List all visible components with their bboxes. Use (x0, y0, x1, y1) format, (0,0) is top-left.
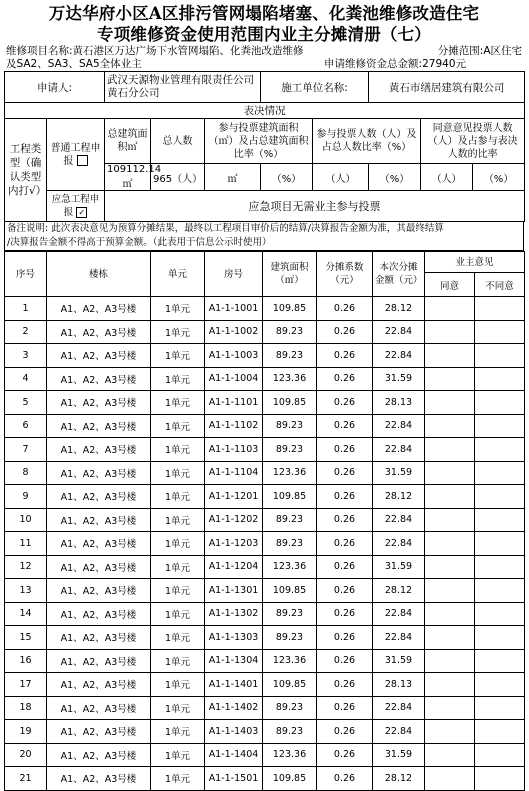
row-coef: 0.26 (317, 720, 373, 744)
row-room: A1-1-1303 (205, 626, 263, 650)
row-unit: 1单元 (151, 344, 205, 368)
row-amount: 28.13 (373, 391, 425, 415)
row-coef: 0.26 (317, 344, 373, 368)
scope-value: A区住宅 (483, 45, 522, 57)
applicant-row (5, 72, 525, 103)
row-no: 21 (5, 767, 47, 791)
row-agree-cell[interactable] (425, 508, 475, 532)
table-row (5, 743, 525, 767)
row-no: 7 (5, 438, 47, 462)
row-disagree-cell[interactable] (475, 696, 525, 720)
row-amount: 22.84 (373, 532, 425, 556)
row-coef: 0.26 (317, 461, 373, 485)
row-no: 12 (5, 555, 47, 579)
row-agree-cell[interactable] (425, 626, 475, 650)
row-unit: 1单元 (151, 743, 205, 767)
scope-value-cont: 及SA2、SA3、SA5全体业主 (6, 58, 142, 70)
row-coef: 0.26 (317, 320, 373, 344)
row-unit: 1单元 (151, 602, 205, 626)
row-disagree-cell[interactable] (475, 508, 525, 532)
row-disagree-cell[interactable] (475, 461, 525, 485)
row-coef: 0.26 (317, 626, 373, 650)
row-no: 1 (5, 297, 47, 321)
project-info (4, 45, 524, 71)
row-area: 89.23 (263, 344, 317, 368)
row-amount: 31.59 (373, 555, 425, 579)
table-row (5, 532, 525, 556)
row-coef: 0.26 (317, 673, 373, 697)
table-row (5, 555, 525, 579)
row-agree-cell[interactable] (425, 297, 475, 321)
row-room: A1-1-1304 (205, 649, 263, 673)
row-amount: 22.84 (373, 602, 425, 626)
total-people-label: 总人数 (151, 119, 205, 164)
row-no: 6 (5, 414, 47, 438)
title-line-2: 专项维修资金使用范围内业主分摊清册（七） (97, 25, 431, 44)
table-row (5, 438, 525, 462)
table-row (5, 626, 525, 650)
row-building: A1、A2、A3号楼 (47, 297, 151, 321)
table-row (5, 391, 525, 415)
project-name-line (6, 45, 304, 58)
amount-label: 申请维修资金总金额: (324, 58, 423, 70)
row-coef: 0.26 (317, 367, 373, 391)
row-agree-cell[interactable] (425, 673, 475, 697)
row-amount: 31.59 (373, 743, 425, 767)
col-coef: 分摊系数（元） (317, 252, 373, 297)
row-area: 123.36 (263, 555, 317, 579)
row-room: A1-1-1101 (205, 391, 263, 415)
row-amount: 28.12 (373, 579, 425, 603)
project-type-label: 工程类型（确认类型内打√） (5, 119, 47, 222)
row-disagree-cell[interactable] (475, 743, 525, 767)
row-building: A1、A2、A3号楼 (47, 320, 151, 344)
row-no: 19 (5, 720, 47, 744)
row-room: A1-1-1204 (205, 555, 263, 579)
normal-project-checkbox[interactable] (77, 155, 88, 166)
row-unit: 1单元 (151, 720, 205, 744)
row-amount: 22.84 (373, 696, 425, 720)
row-coef: 0.26 (317, 767, 373, 791)
row-room: A1-1-1102 (205, 414, 263, 438)
builder-label: 施工单位名称: (261, 72, 369, 103)
remarks-line-2: /决算报告金额不得高于预算金额。（此表用于信息公示时使用） (7, 237, 272, 248)
table-row (5, 414, 525, 438)
row-agree-cell[interactable] (425, 720, 475, 744)
col-building: 楼栋 (47, 252, 151, 297)
row-no: 18 (5, 696, 47, 720)
table-row (5, 508, 525, 532)
row-building: A1、A2、A3号楼 (47, 767, 151, 791)
scope-line (438, 45, 522, 58)
row-building: A1、A2、A3号楼 (47, 743, 151, 767)
row-unit: 1单元 (151, 579, 205, 603)
voting-section-title: 表决情况 (5, 103, 525, 119)
row-no: 5 (5, 391, 47, 415)
row-building: A1、A2、A3号楼 (47, 696, 151, 720)
row-unit: 1单元 (151, 297, 205, 321)
row-area: 109.85 (263, 485, 317, 509)
row-room: A1-1-1002 (205, 320, 263, 344)
row-area: 109.85 (263, 767, 317, 791)
participate-people-label: 参与投票人数（人）及占总人数比率（%） (313, 119, 421, 164)
row-amount: 22.84 (373, 720, 425, 744)
col-agree: 同意 (425, 273, 475, 297)
row-building: A1、A2、A3号楼 (47, 673, 151, 697)
row-disagree-cell[interactable] (475, 673, 525, 697)
emergency-note: 应急项目无需业主参与投票 (105, 191, 525, 222)
remarks-line-1: 备注说明: 此次表决意见为预算分摊结果，最终以工程项目审价后的结算/决算报告金额为准，其最终结算 (7, 223, 444, 234)
row-no: 15 (5, 626, 47, 650)
row-room: A1-1-1302 (205, 602, 263, 626)
row-disagree-cell[interactable] (475, 555, 525, 579)
row-coef: 0.26 (317, 649, 373, 673)
row-no: 13 (5, 579, 47, 603)
row-agree-cell[interactable] (425, 320, 475, 344)
row-unit: 1单元 (151, 555, 205, 579)
emergency-row (5, 191, 525, 222)
row-no: 9 (5, 485, 47, 509)
table-row (5, 461, 525, 485)
row-unit: 1单元 (151, 649, 205, 673)
row-amount: 22.84 (373, 320, 425, 344)
normal-project-cell (47, 119, 105, 191)
table-row (5, 720, 525, 744)
allocation-table (4, 251, 525, 791)
scope-label: 分摊范围: (437, 45, 484, 57)
row-unit: 1单元 (151, 461, 205, 485)
row-no: 10 (5, 508, 47, 532)
col-disagree: 不同意 (475, 273, 525, 297)
project-name: 黄石港区万达广场下水管网塌陷、化粪池改造维修 (72, 45, 304, 57)
row-building: A1、A2、A3号楼 (47, 414, 151, 438)
row-agree-cell[interactable] (425, 485, 475, 509)
row-unit: 1单元 (151, 320, 205, 344)
row-disagree-cell[interactable] (475, 649, 525, 673)
row-no: 3 (5, 344, 47, 368)
row-disagree-cell[interactable] (475, 626, 525, 650)
row-unit: 1单元 (151, 696, 205, 720)
row-disagree-cell[interactable] (475, 414, 525, 438)
row-building: A1、A2、A3号楼 (47, 602, 151, 626)
row-room: A1-1-1402 (205, 696, 263, 720)
participate-area-pct: （%） (261, 164, 313, 191)
row-unit: 1单元 (151, 767, 205, 791)
row-no: 20 (5, 743, 47, 767)
participate-people-unit: （人） (313, 164, 369, 191)
row-room: A1-1-1501 (205, 767, 263, 791)
row-area: 123.36 (263, 649, 317, 673)
row-area: 109.85 (263, 579, 317, 603)
amount-value: 27940元 (422, 58, 466, 70)
row-disagree-cell[interactable] (475, 438, 525, 462)
builder-value: 黄石市缮居建筑有限公司 (369, 72, 525, 103)
row-room: A1-1-1301 (205, 579, 263, 603)
row-building: A1、A2、A3号楼 (47, 720, 151, 744)
project-label: 维修项目名称: (6, 45, 73, 57)
row-building: A1、A2、A3号楼 (47, 367, 151, 391)
row-agree-cell[interactable] (425, 602, 475, 626)
row-coef: 0.26 (317, 391, 373, 415)
emergency-project-checkbox[interactable]: ✓ (76, 207, 87, 218)
row-unit: 1单元 (151, 414, 205, 438)
row-room: A1-1-1203 (205, 532, 263, 556)
row-area: 109.85 (263, 673, 317, 697)
row-area: 89.23 (263, 414, 317, 438)
row-disagree-cell[interactable] (475, 320, 525, 344)
row-coef: 0.26 (317, 438, 373, 462)
row-building: A1、A2、A3号楼 (47, 508, 151, 532)
row-amount: 28.12 (373, 297, 425, 321)
table-row (5, 696, 525, 720)
col-opinion: 业主意见 (425, 252, 525, 273)
row-agree-cell[interactable] (425, 767, 475, 791)
row-no: 4 (5, 367, 47, 391)
row-agree-cell[interactable] (425, 367, 475, 391)
row-agree-cell[interactable] (425, 649, 475, 673)
row-coef: 0.26 (317, 579, 373, 603)
row-unit: 1单元 (151, 438, 205, 462)
row-disagree-cell[interactable] (475, 602, 525, 626)
row-area: 89.23 (263, 320, 317, 344)
row-amount: 28.12 (373, 485, 425, 509)
row-building: A1、A2、A3号楼 (47, 438, 151, 462)
participate-people-pct: （%） (369, 164, 421, 191)
row-disagree-cell[interactable] (475, 367, 525, 391)
allocation-sheet (4, 3, 524, 791)
row-agree-cell[interactable] (425, 414, 475, 438)
row-area: 89.23 (263, 602, 317, 626)
row-coef: 0.26 (317, 696, 373, 720)
allocation-header-row (5, 252, 525, 273)
table-row (5, 485, 525, 509)
col-area: 建筑面积（㎡） (263, 252, 317, 297)
row-area: 89.23 (263, 626, 317, 650)
row-no: 17 (5, 673, 47, 697)
col-room: 房号 (205, 252, 263, 297)
participate-area-unit: ㎡ (205, 164, 261, 191)
row-building: A1、A2、A3号楼 (47, 391, 151, 415)
row-coef: 0.26 (317, 414, 373, 438)
table-row (5, 602, 525, 626)
total-people-value: 965（人） (151, 164, 205, 191)
row-room: A1-1-1403 (205, 720, 263, 744)
row-unit: 1单元 (151, 508, 205, 532)
row-amount: 22.84 (373, 438, 425, 462)
row-unit: 1单元 (151, 485, 205, 509)
row-coef: 0.26 (317, 485, 373, 509)
row-no: 16 (5, 649, 47, 673)
row-area: 89.23 (263, 696, 317, 720)
table-row (5, 344, 525, 368)
row-agree-cell[interactable] (425, 391, 475, 415)
row-amount: 28.12 (373, 767, 425, 791)
row-area: 109.85 (263, 391, 317, 415)
row-agree-cell[interactable] (425, 532, 475, 556)
row-no: 8 (5, 461, 47, 485)
row-agree-cell[interactable] (425, 696, 475, 720)
row-building: A1、A2、A3号楼 (47, 485, 151, 509)
agree-unit: （人） (421, 164, 473, 191)
row-amount: 31.59 (373, 649, 425, 673)
row-no: 11 (5, 532, 47, 556)
table-row (5, 320, 525, 344)
amount-line (324, 58, 466, 71)
row-building: A1、A2、A3号楼 (47, 626, 151, 650)
table-row (5, 297, 525, 321)
row-coef: 0.26 (317, 555, 373, 579)
row-room: A1-1-1003 (205, 344, 263, 368)
row-building: A1、A2、A3号楼 (47, 579, 151, 603)
row-disagree-cell[interactable] (475, 720, 525, 744)
row-building: A1、A2、A3号楼 (47, 532, 151, 556)
row-amount: 22.84 (373, 344, 425, 368)
col-unit: 单元 (151, 252, 205, 297)
voting-header-row (5, 119, 525, 164)
row-coef: 0.26 (317, 532, 373, 556)
row-disagree-cell[interactable] (475, 485, 525, 509)
row-amount: 22.84 (373, 414, 425, 438)
row-room: A1-1-1004 (205, 367, 263, 391)
emergency-project-label: 应急工程申报 (51, 194, 100, 218)
table-row (5, 649, 525, 673)
row-agree-cell[interactable] (425, 743, 475, 767)
row-room: A1-1-1001 (205, 297, 263, 321)
row-unit: 1单元 (151, 673, 205, 697)
row-unit: 1单元 (151, 391, 205, 415)
row-area: 89.23 (263, 438, 317, 462)
row-agree-cell[interactable] (425, 579, 475, 603)
voting-table (4, 71, 525, 222)
row-amount: 28.13 (373, 673, 425, 697)
row-building: A1、A2、A3号楼 (47, 461, 151, 485)
row-room: A1-1-1201 (205, 485, 263, 509)
row-agree-cell[interactable] (425, 438, 475, 462)
row-agree-cell[interactable] (425, 344, 475, 368)
title-line-1: 万达华府小区A区排污管网塌陷堵塞、化粪池维修改造住宅 (48, 4, 480, 23)
table-row (5, 579, 525, 603)
agree-pct: （%） (473, 164, 525, 191)
row-agree-cell[interactable] (425, 555, 475, 579)
row-coef: 0.26 (317, 743, 373, 767)
normal-project-label: 普通工程申报 (50, 142, 101, 167)
applicant-value: 武汉天源物业管理有限责任公司黄石分公司 (105, 72, 261, 103)
col-amount: 本次分摊金额（元） (373, 252, 425, 297)
agree-label: 同意意见投票人数（人）及占参与表决人数的比率 (421, 119, 525, 164)
remarks (4, 222, 524, 251)
row-room: A1-1-1103 (205, 438, 263, 462)
row-amount: 31.59 (373, 367, 425, 391)
row-unit: 1单元 (151, 626, 205, 650)
row-amount: 22.84 (373, 508, 425, 532)
row-disagree-cell[interactable] (475, 391, 525, 415)
row-area: 89.23 (263, 720, 317, 744)
row-room: A1-1-1404 (205, 743, 263, 767)
voting-section-row (5, 103, 525, 119)
row-room: A1-1-1202 (205, 508, 263, 532)
row-area: 123.36 (263, 461, 317, 485)
row-coef: 0.26 (317, 602, 373, 626)
row-room: A1-1-1401 (205, 673, 263, 697)
row-area: 123.36 (263, 367, 317, 391)
row-coef: 0.26 (317, 297, 373, 321)
table-row (5, 767, 525, 791)
row-area: 123.36 (263, 743, 317, 767)
row-no: 2 (5, 320, 47, 344)
total-area-value: 109112.14㎡ (105, 164, 151, 191)
table-row (5, 673, 525, 697)
row-disagree-cell[interactable] (475, 767, 525, 791)
table-row (5, 367, 525, 391)
row-disagree-cell[interactable] (475, 297, 525, 321)
row-no: 14 (5, 602, 47, 626)
row-area: 89.23 (263, 508, 317, 532)
row-disagree-cell[interactable] (475, 532, 525, 556)
row-unit: 1单元 (151, 367, 205, 391)
row-disagree-cell[interactable] (475, 344, 525, 368)
row-agree-cell[interactable] (425, 461, 475, 485)
participate-area-label: 参与投票建筑面积（㎡）及占总建筑面积比率（%） (205, 119, 313, 164)
document-title (4, 3, 524, 45)
row-building: A1、A2、A3号楼 (47, 555, 151, 579)
row-unit: 1单元 (151, 532, 205, 556)
row-area: 89.23 (263, 532, 317, 556)
row-disagree-cell[interactable] (475, 579, 525, 603)
row-building: A1、A2、A3号楼 (47, 344, 151, 368)
row-amount: 22.84 (373, 626, 425, 650)
allocation-rows (5, 297, 525, 791)
row-area: 109.85 (263, 297, 317, 321)
emergency-project-cell (47, 191, 105, 222)
row-room: A1-1-1104 (205, 461, 263, 485)
applicant-label: 申请人: (5, 72, 105, 103)
col-no: 序号 (5, 252, 47, 297)
row-building: A1、A2、A3号楼 (47, 649, 151, 673)
row-amount: 31.59 (373, 461, 425, 485)
total-area-label: 总建筑面积㎡ (105, 119, 151, 164)
row-coef: 0.26 (317, 508, 373, 532)
